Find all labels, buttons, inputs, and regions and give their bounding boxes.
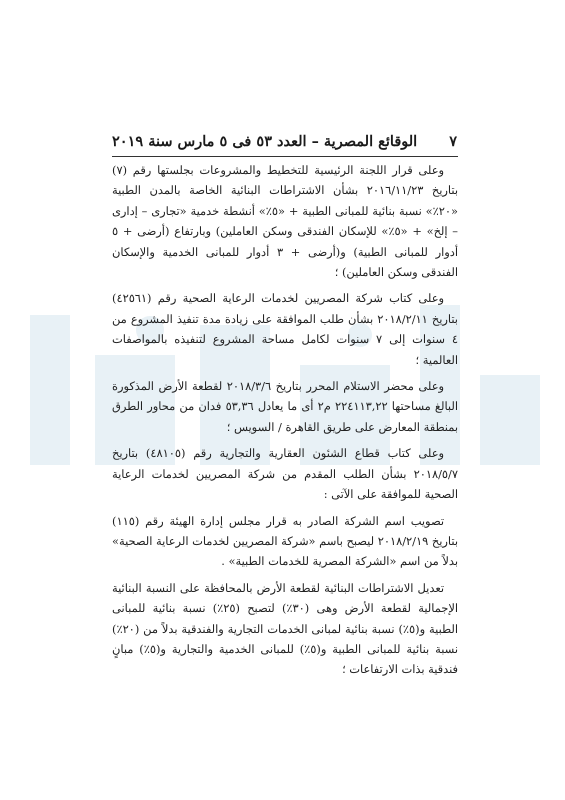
document-body <box>112 160 458 680</box>
paragraph-company-letter: وعلى كتاب شركة المصريين لخدمات الرعاية الصحية رقم (٤٢٥٦١) بتاريخ ٢٠١٨/٢/١١ بشأن طلب الموافقة على زيادة مدة تنفيذ المشروع من ٤ سنوات إلى ٧ سنوات لكامل مساحة المشروع لتنفيذه بالمواصفات العالمية ؛ <box>112 291 458 367</box>
page-header <box>112 128 457 154</box>
paragraph-building-conditions-amendment: تعديل الاشتراطات البنائية لقطعة الأرض بالمحافظة على النسبة البنائية الإجمالية لقطعة الأرض وهى (٣٠٪) لتصبح (٢٥٪) نسبة بنائية للمبانى الطبية و(٥٪) نسبة بنائية لمبانى الخدمات التجارية والفندقية بدلاً من (٢٠٪) نسبة بنائية للمبانى الطبية و(٥٪) للمبانى الخدمية والتجارية و(٥٪) مبانٍ فندقية بذات الارتفاعات ؛ <box>112 580 458 677</box>
paragraph-real-estate-sector-letter: وعلى كتاب قطاع الشئون العقارية والتجارية رقم (٤٨١٠٥) بتاريخ ٢٠١٨/٥/٧ بشأن الطلب المقدم من شركة المصريين لخدمات الرعاية الصحية للموافقة على الآتى : <box>112 446 458 502</box>
paragraph-name-correction: تصويب اسم الشركة الصادر به قرار مجلس إدارة الهيئة رقم (١١٥) بتاريخ ٢٠١٨/٢/١٩ ليصبح باسم «شركة المصريين لخدمات الرعاية الصحية» بدلاً من اسم «الشركة المصرية للخدمات الطبية» . <box>112 513 458 569</box>
header-divider <box>112 156 458 157</box>
gazette-issue-title: الوقائع المصرية – العدد ٥٣ فى ٥ مارس سنة ٢٠١٩ <box>112 132 418 150</box>
page-number: ٧ <box>449 132 457 150</box>
paragraph-handover-report: وعلى محضر الاستلام المحرر بتاريخ ٢٠١٨/٣/٦ لقطعة الأرض المذكورة البالغ مساحتها ٢٢٤١١٣,٢٢ م٢ أى ما يعادل ٥٣,٣٦ فدان من محاور الطرق بمنطقة المعارض على طريق القاهرة / السويس ؛ <box>112 379 458 434</box>
paragraph-committee-decision: وعلى قرار اللجنة الرئيسية للتخطيط والمشروعات بجلستها رقم (٧) بتاريخ ٢٠١٦/١١/٢٣ بشأن الاشتراطات البنائية الخاصة بالمدن الطبية «٢٠٪» نسبة بنائية للمبانى الطبية + «٥٪» أنشطة خدمية «تجارى – إدارى – إلخ» + «٥٪» للإسكان الفندقى وسكن العاملين) وبارتفاع (أرضى + ٥ أدوار للمبانى الطبية) و(أرضى + ٣ أدوار للمبانى الخدمية والإسكان الفندقى وسكن العاملين) ؛ <box>112 163 459 280</box>
